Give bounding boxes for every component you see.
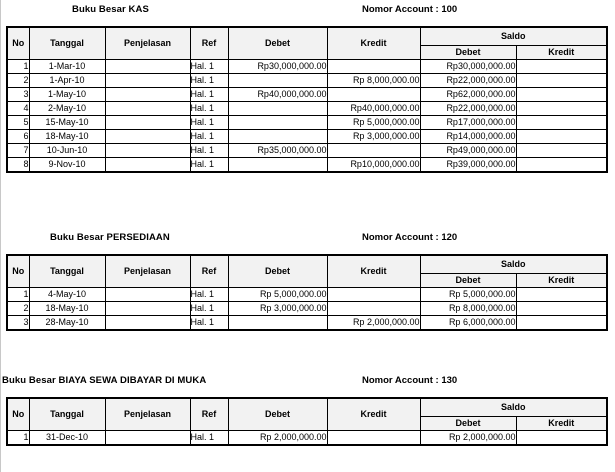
- cell-ref: Hal. 1: [190, 143, 228, 157]
- ledger-table-body: [7, 59, 607, 172]
- column-header-ref: Ref: [190, 27, 228, 59]
- cell-penjelasan: [105, 115, 190, 129]
- cell-penjelasan: [105, 59, 190, 73]
- cell-saldo-kredit: [516, 73, 607, 87]
- cell-tanggal: 1-Apr-10: [29, 73, 105, 87]
- cell-debet: Rp 2,000,000.00: [228, 430, 327, 445]
- cell-kredit: [327, 59, 420, 73]
- table-row: [7, 301, 607, 315]
- cell-saldo-debet: Rp 8,000,000.00: [420, 301, 516, 315]
- cell-no: 1: [7, 287, 29, 301]
- cell-kredit: Rp10,000,000.00: [327, 157, 420, 172]
- cell-tanggal: 1-May-10: [29, 87, 105, 101]
- cell-saldo-kredit: [516, 129, 607, 143]
- cell-debet: Rp 3,000,000.00: [228, 301, 327, 315]
- cell-penjelasan: [105, 301, 190, 315]
- cell-saldo-debet: Rp 2,000,000.00: [420, 430, 516, 445]
- cell-penjelasan: [105, 73, 190, 87]
- ledger-block-header: [0, 228, 615, 254]
- column-header-kredit: Kredit: [327, 27, 420, 59]
- column-header-kredit: Kredit: [327, 255, 420, 287]
- column-header-saldo-debet: Debet: [420, 45, 516, 59]
- cell-saldo-kredit: [516, 287, 607, 301]
- column-header-penjelasan: Penjelasan: [105, 398, 190, 430]
- cell-debet: Rp35,000,000.00: [228, 143, 327, 157]
- column-header-kredit: Kredit: [327, 398, 420, 430]
- column-header-no: No: [7, 398, 29, 430]
- cell-tanggal: 28-May-10: [29, 315, 105, 330]
- column-header-saldo-kredit: Kredit: [516, 416, 607, 430]
- column-header-debet: Debet: [228, 398, 327, 430]
- table-row: [7, 129, 607, 143]
- cell-saldo-debet: Rp 6,000,000.00: [420, 315, 516, 330]
- column-header-saldo-kredit: Kredit: [516, 273, 607, 287]
- cell-no: 4: [7, 101, 29, 115]
- column-header-saldo-kredit: Kredit: [516, 45, 607, 59]
- ledger-block-header: [0, 371, 615, 397]
- table-row: [7, 143, 607, 157]
- cell-debet: [228, 115, 327, 129]
- column-header-tanggal: Tanggal: [29, 27, 105, 59]
- cell-kredit: Rp 5,000,000.00: [327, 115, 420, 129]
- column-header-saldo-debet: Debet: [420, 416, 516, 430]
- cell-ref: Hal. 1: [190, 59, 228, 73]
- cell-saldo-kredit: [516, 87, 607, 101]
- cell-tanggal: 18-May-10: [29, 301, 105, 315]
- table-row: [7, 73, 607, 87]
- column-header-no: No: [7, 27, 29, 59]
- table-row: [7, 315, 607, 330]
- cell-saldo-debet: Rp22,000,000.00: [420, 73, 516, 87]
- column-header-saldo-group: Saldo: [420, 398, 607, 416]
- cell-saldo-debet: Rp30,000,000.00: [420, 59, 516, 73]
- ledger-table-body: [7, 287, 607, 330]
- cell-no: 2: [7, 301, 29, 315]
- cell-ref: Hal. 1: [190, 87, 228, 101]
- column-header-tanggal: Tanggal: [29, 255, 105, 287]
- cell-tanggal: 31-Dec-10: [29, 430, 105, 445]
- ledger-table: [6, 254, 608, 331]
- ledger-block: [0, 371, 615, 442]
- cell-saldo-kredit: [516, 101, 607, 115]
- cell-kredit: [327, 301, 420, 315]
- cell-no: 8: [7, 157, 29, 172]
- cell-no: 5: [7, 115, 29, 129]
- cell-penjelasan: [105, 87, 190, 101]
- header-row-main: [7, 255, 607, 273]
- cell-kredit: [327, 143, 420, 157]
- cell-debet: [228, 315, 327, 330]
- column-header-saldo-debet: Debet: [420, 273, 516, 287]
- header-row-main: [7, 27, 607, 45]
- cell-tanggal: 1-Mar-10: [29, 59, 105, 73]
- cell-kredit: [327, 87, 420, 101]
- table-row: [7, 87, 607, 101]
- column-header-saldo-group: Saldo: [420, 255, 607, 273]
- cell-tanggal: 15-May-10: [29, 115, 105, 129]
- column-header-penjelasan: Penjelasan: [105, 27, 190, 59]
- cell-kredit: Rp 2,000,000.00: [327, 315, 420, 330]
- cell-no: 6: [7, 129, 29, 143]
- ledger-block-header: [0, 0, 615, 26]
- cell-saldo-kredit: [516, 157, 607, 172]
- cell-saldo-debet: Rp17,000,000.00: [420, 115, 516, 129]
- cell-ref: Hal. 1: [190, 301, 228, 315]
- account-number-label: Nomor Account : 100: [362, 4, 458, 15]
- cell-kredit: Rp40,000,000.00: [327, 101, 420, 115]
- column-header-ref: Ref: [190, 255, 228, 287]
- cell-tanggal: 9-Nov-10: [29, 157, 105, 172]
- cell-no: 7: [7, 143, 29, 157]
- ledger-table-head: [7, 398, 607, 430]
- cell-debet: [228, 101, 327, 115]
- cell-kredit: Rp 3,000,000.00: [327, 129, 420, 143]
- cell-no: 3: [7, 87, 29, 101]
- cell-kredit: [327, 430, 420, 445]
- ledger-title: Buku Besar PERSEDIAAN: [50, 232, 170, 243]
- cell-ref: Hal. 1: [190, 287, 228, 301]
- header-row-main: [7, 398, 607, 416]
- cell-saldo-debet: Rp39,000,000.00: [420, 157, 516, 172]
- column-header-saldo-group: Saldo: [420, 27, 607, 45]
- ledger-title: Buku Besar KAS: [72, 4, 149, 15]
- cell-saldo-kredit: [516, 115, 607, 129]
- cell-debet: [228, 129, 327, 143]
- column-header-penjelasan: Penjelasan: [105, 255, 190, 287]
- cell-ref: Hal. 1: [190, 157, 228, 172]
- cell-debet: [228, 73, 327, 87]
- ledger-table-body: [7, 430, 607, 445]
- cell-saldo-kredit: [516, 59, 607, 73]
- cell-penjelasan: [105, 315, 190, 330]
- ledger-block: [0, 0, 615, 169]
- cell-ref: Hal. 1: [190, 315, 228, 330]
- cell-ref: Hal. 1: [190, 129, 228, 143]
- cell-saldo-debet: Rp62,000,000.00: [420, 87, 516, 101]
- table-row: [7, 115, 607, 129]
- cell-kredit: [327, 287, 420, 301]
- cell-ref: Hal. 1: [190, 101, 228, 115]
- column-header-debet: Debet: [228, 27, 327, 59]
- account-number-label: Nomor Account : 130: [362, 375, 458, 386]
- cell-penjelasan: [105, 101, 190, 115]
- cell-no: 3: [7, 315, 29, 330]
- cell-ref: Hal. 1: [190, 115, 228, 129]
- cell-debet: [228, 157, 327, 172]
- cell-saldo-kredit: [516, 143, 607, 157]
- cell-penjelasan: [105, 129, 190, 143]
- column-header-no: No: [7, 255, 29, 287]
- column-header-tanggal: Tanggal: [29, 398, 105, 430]
- cell-no: 1: [7, 430, 29, 445]
- cell-saldo-kredit: [516, 301, 607, 315]
- cell-tanggal: 4-May-10: [29, 287, 105, 301]
- ledger-title: Buku Besar BIAYA SEWA DIBAYAR DI MUKA: [2, 375, 207, 386]
- cell-penjelasan: [105, 287, 190, 301]
- cell-tanggal: 2-May-10: [29, 101, 105, 115]
- account-number-label: Nomor Account : 120: [362, 232, 458, 243]
- cell-kredit: Rp 8,000,000.00: [327, 73, 420, 87]
- table-row: [7, 157, 607, 172]
- table-row: [7, 287, 607, 301]
- cell-saldo-kredit: [516, 430, 607, 445]
- table-row: [7, 101, 607, 115]
- ledger-table-head: [7, 27, 607, 59]
- ledger-block: [0, 228, 615, 327]
- ledger-table: [6, 26, 608, 173]
- cell-penjelasan: [105, 157, 190, 172]
- cell-debet: Rp30,000,000.00: [228, 59, 327, 73]
- cell-saldo-debet: Rp 5,000,000.00: [420, 287, 516, 301]
- cell-saldo-debet: Rp14,000,000.00: [420, 129, 516, 143]
- cell-saldo-kredit: [516, 315, 607, 330]
- cell-saldo-debet: Rp49,000,000.00: [420, 143, 516, 157]
- ledger-table-head: [7, 255, 607, 287]
- ledger-table: [6, 397, 608, 446]
- cell-saldo-debet: Rp22,000,000.00: [420, 101, 516, 115]
- column-header-ref: Ref: [190, 398, 228, 430]
- column-header-debet: Debet: [228, 255, 327, 287]
- cell-ref: Hal. 1: [190, 73, 228, 87]
- cell-no: 2: [7, 73, 29, 87]
- cell-tanggal: 18-May-10: [29, 129, 105, 143]
- table-row: [7, 59, 607, 73]
- cell-no: 1: [7, 59, 29, 73]
- cell-ref: Hal. 1: [190, 430, 228, 445]
- table-row: [7, 430, 607, 445]
- cell-tanggal: 10-Jun-10: [29, 143, 105, 157]
- cell-debet: Rp 5,000,000.00: [228, 287, 327, 301]
- cell-penjelasan: [105, 143, 190, 157]
- cell-debet: Rp40,000,000.00: [228, 87, 327, 101]
- cell-penjelasan: [105, 430, 190, 445]
